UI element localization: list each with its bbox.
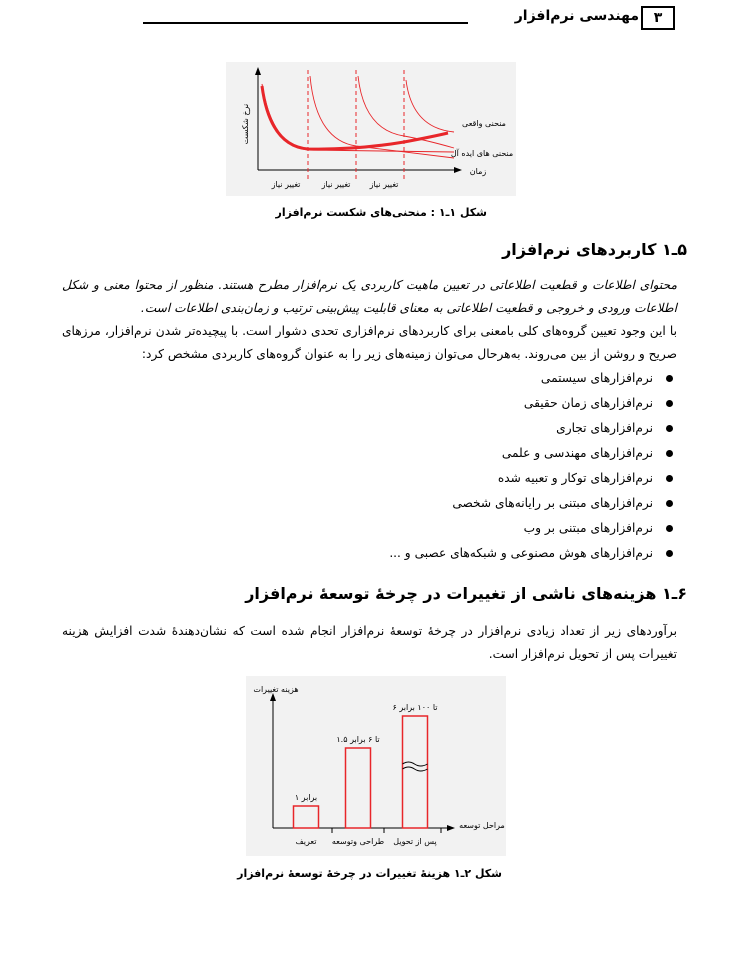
axis-break-mark — [403, 767, 428, 771]
section5-title: ۵ـ۱ کاربردهای نرم‌افزار — [502, 240, 687, 259]
list-item: نرم‌افزارهای مهندسی و علمی — [275, 441, 675, 466]
bars-layer — [294, 703, 442, 846]
cost-chart-svg — [246, 676, 506, 856]
chart-x-arrow — [447, 825, 455, 831]
cost-chart — [246, 676, 506, 856]
bar-value-label: ۶ تا ۱۰۰ برابر — [392, 703, 438, 712]
list-item: نرم‌افزارهای هوش مصنوعی و شبکه‌های عصبی و ... — [275, 541, 675, 566]
fig1-xlabel: زمان — [469, 167, 487, 176]
page-header — [143, 6, 675, 28]
ideal-curve-1 — [262, 84, 454, 152]
change-label-1: تغییر نیاز — [271, 180, 301, 189]
fig1-y-arrow — [255, 67, 261, 75]
actual-curve — [262, 86, 448, 149]
section6-paragraph: برآوردهای زیر از تعداد زیادی نرم‌افزار در چرخهٔ توسعهٔ نرم‌افزار انجام شده است که نشان‌دهندهٔ شدت افزایش هزینه تغییرات پس از تحویل نرم‌افزار است. — [62, 624, 677, 661]
application-list — [275, 366, 675, 566]
change-label-2: تغییر نیاز — [321, 180, 351, 189]
figure1-caption: شکل ۱ـ۱ : منحنی‌های شکست نرم‌افزار — [275, 206, 487, 219]
category-label: تعریف — [295, 837, 317, 846]
list-item: نرم‌افزارهای تجاری — [275, 416, 675, 441]
bullet-icon — [666, 450, 673, 457]
list-item: نرم‌افزارهای توکار و تعبیه شده — [275, 466, 675, 491]
figure2-caption: شکل ۲ـ۱ هزینهٔ تغییرات در چرخهٔ توسعهٔ نرم‌افزار — [237, 867, 502, 880]
bullet-icon — [666, 525, 673, 532]
legend-real-label: منحنی واقعی — [462, 119, 506, 128]
failure-curve-figure — [226, 62, 516, 196]
section5-paragraph: با این وجود تعیین گروه‌های کلی بامعنی برای کاربردهای نرم‌افزاری تحدی دشوار است. با پیچیده‌تر شدن نرم‌افزار، مرزهای صریح و روشن از بین می‌روند. به‌هرحال می‌توان زمینه‌های زیر را به عنوان گروه‌های کاربردی مشخص کرد: — [62, 324, 677, 361]
bullet-icon — [666, 550, 673, 557]
failure-curve-svg — [226, 62, 516, 196]
legend-ideal-label: منحنی های ایده آل — [450, 149, 514, 158]
chart-xlabel: مراحل توسعه — [459, 821, 505, 830]
bar-2 — [346, 748, 371, 828]
bullet-icon — [666, 475, 673, 482]
bullet-icon — [666, 425, 673, 432]
fig1-ylabel: نرخ شکست — [241, 103, 250, 145]
list-item: نرم‌افزارهای مبتنی بر وب — [275, 516, 675, 541]
page-number: ۳ — [641, 6, 675, 30]
section6-title: ۶ـ۱ هزینه‌های ناشی از تغییرات در چرخهٔ توسعهٔ نرم‌افزار — [245, 584, 687, 603]
ideal-curve-4 — [406, 80, 454, 132]
bar-3 — [403, 716, 428, 828]
fig1-x-arrow — [454, 167, 462, 173]
list-item: نرم‌افزارهای سیستمی — [275, 366, 675, 391]
section5-paragraph-italic: محتوای اطلاعات و قطعیت اطلاعاتی در تعیین ماهیت کاربردی یک نرم‌افزار مطرح هستند. منظور از محتوا معنی و شکل اطلاعات ورودی و خروجی و قطعیت اطلاعاتی به معنای قابلیت پیش‌بینی ترتیب و زمان‌بندی اطلاعات است. — [62, 278, 677, 315]
list-item: نرم‌افزارهای مبتنی بر رایانه‌های شخصی — [275, 491, 675, 516]
bar-value-label: ۱.۵ تا ۶ برابر — [336, 735, 380, 744]
ideal-curve-3 — [358, 76, 454, 148]
bar-1 — [294, 806, 319, 828]
header-rule — [143, 22, 468, 24]
header-title: مهندسی نرم‌افزار — [514, 8, 639, 24]
chart-y-arrow — [270, 693, 276, 701]
bullet-icon — [666, 500, 673, 507]
bullet-icon — [666, 375, 673, 382]
axis-break-mark — [403, 762, 428, 766]
category-label: طراحی وتوسعه — [331, 837, 385, 846]
category-label: پس از تحویل — [393, 837, 437, 846]
bullet-icon — [666, 400, 673, 407]
change-label-3: تغییر نیاز — [369, 180, 399, 189]
bar-value-label: ۱ برابر — [294, 793, 318, 802]
chart-ylabel: هزینه تغییرات — [253, 685, 299, 694]
list-item: نرم‌افزارهای زمان حقیقی — [275, 391, 675, 416]
